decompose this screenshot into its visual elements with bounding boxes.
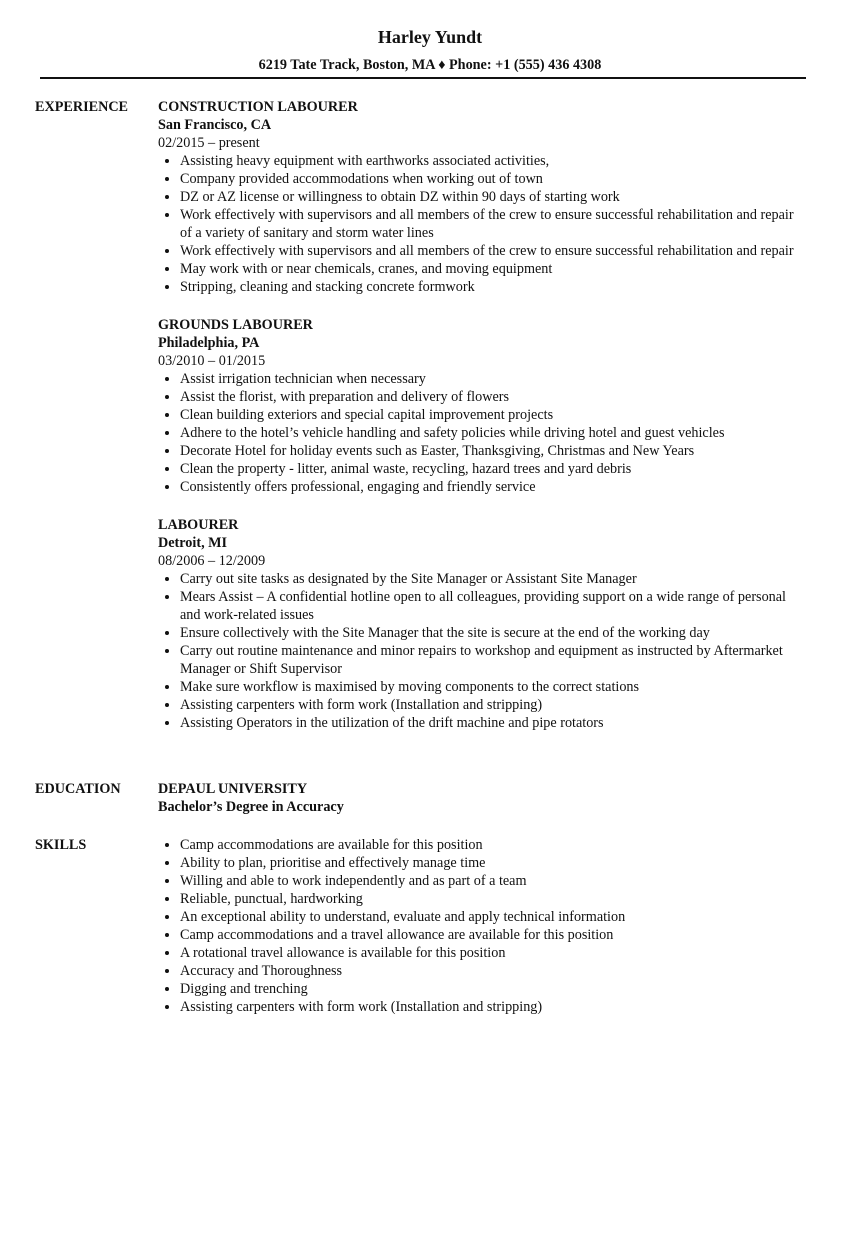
job-location: San Francisco, CA (158, 117, 272, 133)
job-entry (158, 516, 798, 732)
bullet-item: • Assisting Operators in the utilization of the drift machine and pipe rotators (180, 714, 798, 732)
bullet-item: • Assisting heavy equipment with earthworks associated activities, (180, 152, 798, 170)
skill-item: • Accuracy and Thoroughness (180, 962, 798, 980)
bullet-item: • May work with or near chemicals, cranes, and moving equipment (180, 260, 798, 278)
bullet-item: • Assist the florist, with preparation and delivery of flowers (180, 388, 798, 406)
skill-item: • Willing and able to work independently and as part of a team (180, 872, 798, 890)
job-bullets (158, 370, 798, 496)
bullet-item: • Stripping, cleaning and stacking concrete formwork (180, 278, 798, 296)
job-entry (158, 316, 798, 496)
candidate-name: Harley Yundt (377, 27, 483, 47)
bullet-item: • Decorate Hotel for holiday events such as Easter, Thanksgiving, Christmas and New Years (180, 442, 798, 460)
job-title: GROUNDS LABOURER (158, 317, 313, 333)
bullet-item: • Consistently offers professional, engaging and friendly service (180, 478, 798, 496)
bullet-item: • Carry out routine maintenance and minor repairs to workshop and equipment as instructed by Aftermarket Manager or Shift Supervisor (180, 642, 798, 678)
bullet-item: • DZ or AZ license or willingness to obtain DZ within 90 days of starting work (180, 188, 798, 206)
bullet-item: • Assisting carpenters with form work (Installation and stripping) (180, 696, 798, 714)
job-bullets (158, 152, 798, 296)
job-dates: 03/2010 – 01/2015 (158, 353, 266, 369)
skill-item: • Reliable, punctual, hardworking (180, 890, 798, 908)
skill-item: • An exceptional ability to understand, evaluate and apply technical information (180, 908, 798, 926)
job-entry (158, 98, 798, 296)
job-dates: 02/2015 – present (158, 135, 260, 151)
job-location: Detroit, MI (158, 535, 228, 551)
education-heading: EDUCATION (35, 781, 121, 797)
contact-line: 6219 Tate Track, Boston, MA ♦ Phone: +1 (555) 436 4308 (258, 57, 602, 73)
bullet-item: • Adhere to the hotel’s vehicle handling and safety policies while driving hotel and guest vehicles (180, 424, 798, 442)
bullet-item: • Company provided accommodations when working out of town (180, 170, 798, 188)
experience-body (158, 98, 798, 752)
degree: Bachelor’s Degree in Accuracy (158, 799, 344, 815)
skill-item: • Ability to plan, prioritise and effectively manage time (180, 854, 798, 872)
job-dates: 08/2006 – 12/2009 (158, 553, 266, 569)
bullet-item: • Ensure collectively with the Site Manager that the site is secure at the end of the working day (180, 624, 798, 642)
skill-item: • A rotational travel allowance is available for this position (180, 944, 798, 962)
skills-list (158, 836, 798, 1016)
job-location: Philadelphia, PA (158, 335, 260, 351)
bullet-item: • Make sure workflow is maximised by moving components to the correct stations (180, 678, 798, 696)
skill-item: • Camp accommodations are available for this position (180, 836, 798, 854)
bullet-item: • Assist irrigation technician when necessary (180, 370, 798, 388)
job-title: LABOURER (158, 517, 239, 533)
bullet-item: • Mears Assist – A confidential hotline open to all colleagues, providing support on a wide range of personal and work-related issues (180, 588, 798, 624)
skills-heading: SKILLS (35, 837, 87, 853)
job-title: CONSTRUCTION LABOURER (158, 99, 358, 115)
skill-item: • Digging and trenching (180, 980, 798, 998)
resume-header (0, 0, 860, 74)
bullet-item: • Clean the property - litter, animal waste, recycling, hazard trees and yard debris (180, 460, 798, 478)
skill-item: • Camp accommodations and a travel allowance are available for this position (180, 926, 798, 944)
experience-heading: EXPERIENCE (35, 99, 129, 115)
bullet-item: • Work effectively with supervisors and all members of the crew to ensure successful rehabilitation and repair (180, 242, 798, 260)
school-name: DEPAUL UNIVERSITY (158, 781, 308, 797)
education-body (158, 780, 798, 816)
bullet-item: • Carry out site tasks as designated by the Site Manager or Assistant Site Manager (180, 570, 798, 588)
job-bullets (158, 570, 798, 732)
header-divider (40, 77, 806, 79)
skill-item: • Assisting carpenters with form work (Installation and stripping) (180, 998, 798, 1016)
skills-body (158, 836, 798, 1016)
bullet-item: • Work effectively with supervisors and all members of the crew to ensure successful rehabilitation and repair of a variety of sanitary and storm water lines (180, 206, 798, 242)
bullet-item: • Clean building exteriors and special capital improvement projects (180, 406, 798, 424)
